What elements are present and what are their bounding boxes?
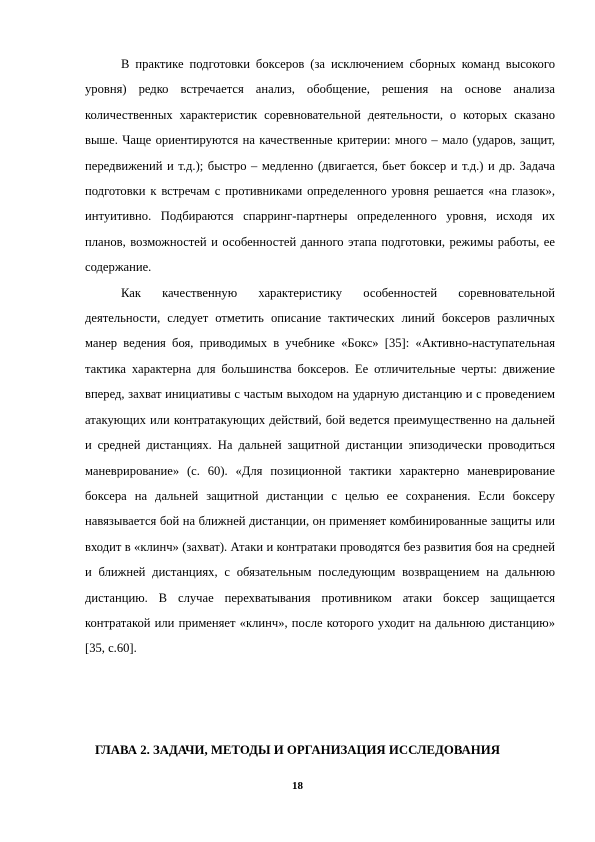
body-text xyxy=(85,52,555,662)
paragraph-boxer-training-analysis: В практике подготовки боксеров (за исключением сборных команд высокого уровня) редко встречается анализ, обобщение, решения на основе анализа количественных характеристик соревновательной деятельности, о которых сказано выше. Чаще ориентируются на качественные критерии: много – мало (ударов, защит, передвижений и т.д.); быстро – медленно (двигается, бьет боксер и т.д.) и др. Задача подготовки к встречам с противниками определенного уровня решается «на глазок», интуитивно. Подбираются спарринг-партнеры определенного уровня, исходя их планов, возможностей и особенностей данного этапа подготовки, режимы работы, ее содержание. xyxy=(85,57,555,275)
paragraph-tactical-lines: Как качественную характеристику особенностей соревновательной деятельности, следует отметить описание тактических линий боксеров различных манер ведения боя, приводимых в учебнике «Бокс» [35]: «Активно-наступательная тактика характерна для большинства боксеров. Ее отличительные черты: движение вперед, захват инициативы с частым выходом на ударную дистанцию и с проведением атакующих или контратакующих действий, бой ведется преимущественно на дальней и средней дистанциях. На дальней защитной дистанции эпизодически проводиться маневрирование» (с. 60). «Для позиционной тактики характерно маневрирование боксера на дальней защитной дистанции с целью ее сохранения. Если боксеру навязывается бой на ближней дистанции, он применяет комбинированные защиты или входит в «клинч» (захват). Атаки и контратаки проводятся без развития боя на средней и ближней дистанциях, с обязательным последующим возвращением на дальнюю дистанцию. В случае перехватывания противником атаки боксер защищается контратакой или применяет «клинч», после которого уходит на дальнюю дистанцию» [35, с.60]. xyxy=(85,285,555,656)
chapter-heading: ГЛАВА 2. ЗАДАЧИ, МЕТОДЫ И ОРГАНИЗАЦИЯ ИССЛЕДОВАНИЯ xyxy=(95,743,500,757)
page-number: 18 xyxy=(292,780,303,792)
